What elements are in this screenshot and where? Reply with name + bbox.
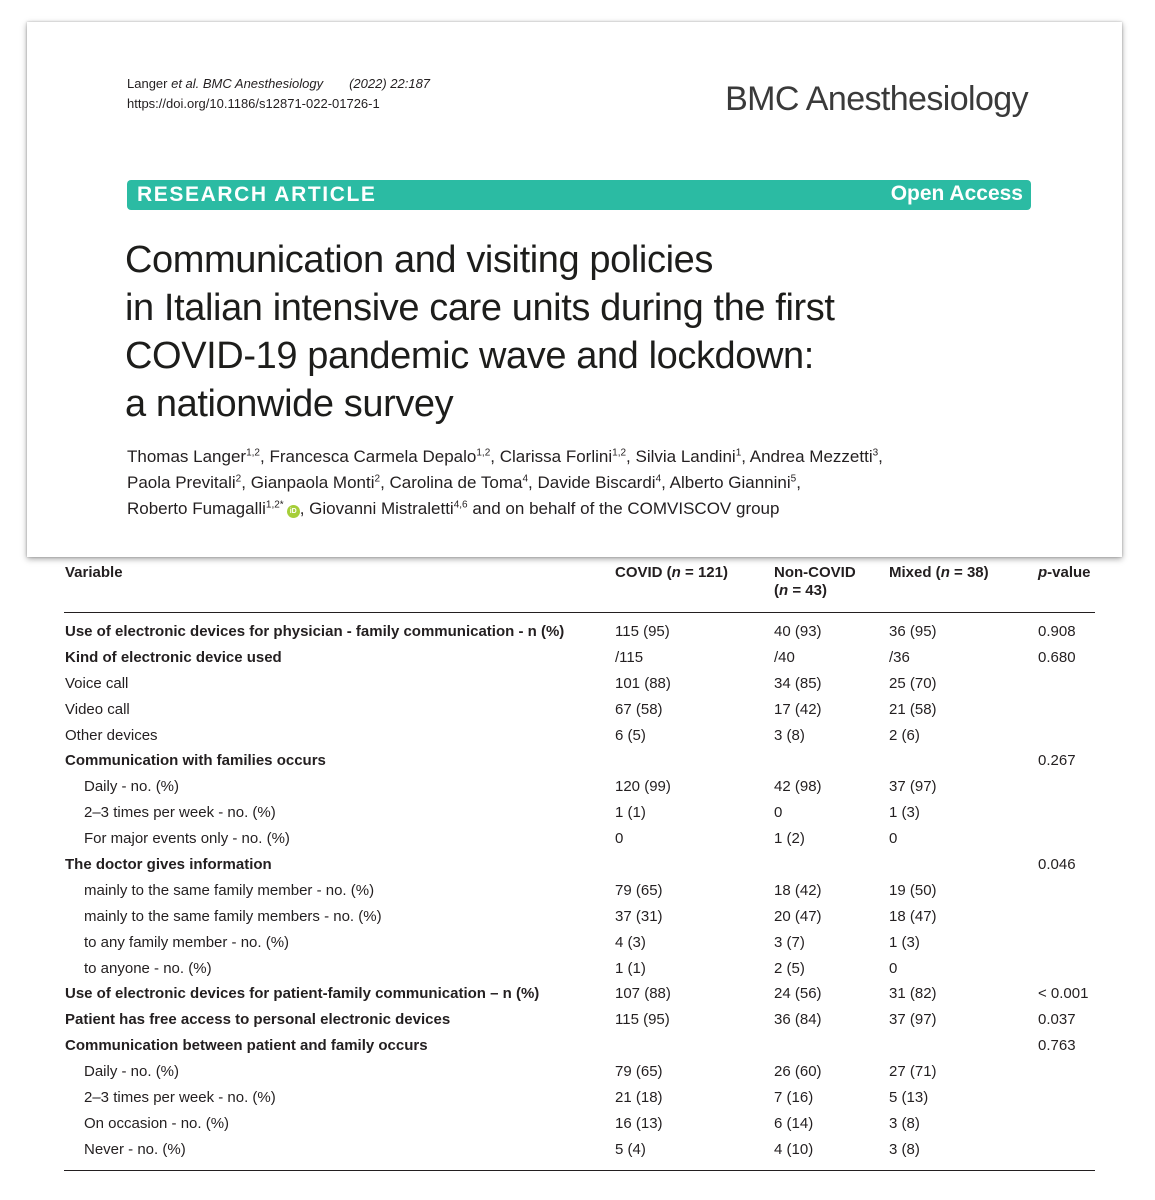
cell-covid: 37 (31) xyxy=(615,907,663,925)
cell-pvalue: 0.680 xyxy=(1038,648,1076,666)
cell-covid: 67 (58) xyxy=(615,700,663,718)
author-separator: , xyxy=(259,447,270,466)
cell-covid: 107 (88) xyxy=(615,985,671,1003)
author-list xyxy=(127,444,1027,522)
cell-mixed: 19 (50) xyxy=(889,881,937,899)
table-row xyxy=(64,644,1095,670)
col-header-noncovid: Non-COVID (n = 43) xyxy=(774,564,856,599)
cell-mixed: 37 (97) xyxy=(889,778,937,796)
title-line: in Italian intensive care units during the first xyxy=(125,287,835,329)
author-name[interactable]: Thomas Langer xyxy=(127,447,247,466)
row-label: The doctor gives information xyxy=(65,856,272,874)
table-row xyxy=(64,929,1095,955)
author-separator: , xyxy=(528,473,538,492)
author-separator: , xyxy=(878,447,883,466)
cell-covid: 21 (18) xyxy=(615,1089,663,1107)
row-label: Daily - no. (%) xyxy=(84,778,180,796)
cell-mixed: 1 (3) xyxy=(889,804,920,822)
cell-noncovid: 4 (10) xyxy=(774,1140,814,1158)
citation-year: (2022) 22:187 xyxy=(349,76,431,91)
author-name[interactable]: Andrea Mezzetti xyxy=(749,447,873,466)
table-row xyxy=(64,773,1095,799)
title-line: COVID-19 pandemic wave and lockdown: xyxy=(125,335,814,377)
row-label: Video call xyxy=(65,700,130,718)
author-name[interactable]: Gianpaola Monti xyxy=(250,473,375,492)
citation xyxy=(127,74,430,114)
table-row xyxy=(64,670,1095,696)
cell-pvalue: 0.908 xyxy=(1038,623,1076,640)
article-header-card xyxy=(27,22,1122,557)
cell-noncovid: 24 (56) xyxy=(774,985,822,1003)
col-header-mixed: Mixed (n = 38) xyxy=(889,564,989,581)
table-row xyxy=(64,1136,1095,1162)
author-affiliation: 1 xyxy=(735,447,742,459)
row-label: Other devices xyxy=(65,726,158,744)
row-label: Kind of electronic device used xyxy=(65,648,282,666)
orcid-icon[interactable]: iD xyxy=(287,505,300,518)
author-name[interactable]: Roberto Fumagalli xyxy=(127,499,266,518)
row-label: Voice call xyxy=(65,674,129,692)
row-label: to anyone - no. (%) xyxy=(84,959,212,977)
journal-name: BMC Anesthesiology xyxy=(725,80,1028,118)
article-title xyxy=(125,236,1025,428)
results-table xyxy=(64,562,1095,1171)
title-line: Communication and visiting policies xyxy=(125,239,713,281)
row-label: Patient has free access to personal electronic devices xyxy=(65,1011,451,1029)
cell-noncovid: 20 (47) xyxy=(774,907,822,925)
cell-noncovid: 18 (42) xyxy=(774,881,822,899)
row-label: Communication with families occurs xyxy=(65,752,326,770)
doi-link[interactable]: https://doi.org/10.1186/s12871-022-01726-1 xyxy=(127,96,380,111)
cell-noncovid: 42 (98) xyxy=(774,778,822,796)
cell-noncovid: 3 (7) xyxy=(774,933,805,951)
cell-noncovid: 40 (93) xyxy=(774,623,822,640)
author-separator: , xyxy=(661,473,670,492)
author-separator: , xyxy=(380,473,390,492)
table-body xyxy=(64,613,1095,1162)
author-affiliation: 1,2 xyxy=(476,447,491,459)
author-name[interactable]: Silvia Landini xyxy=(635,447,736,466)
citation-journal: et al. BMC Anesthesiology xyxy=(171,76,324,91)
author-separator: , xyxy=(796,473,801,492)
row-label: Use of electronic devices for physician - family communication - n (%) xyxy=(65,623,565,640)
cell-covid: 4 (3) xyxy=(615,933,646,951)
article-type-banner xyxy=(127,180,1031,210)
table-row xyxy=(64,825,1095,851)
row-label: 2–3 times per week - no. (%) xyxy=(84,804,276,822)
cell-covid: 79 (65) xyxy=(615,1063,663,1081)
table-row xyxy=(64,747,1095,773)
author-affiliation: 1,2 xyxy=(246,447,260,459)
cell-mixed: 27 (71) xyxy=(889,1063,937,1081)
row-label: On occasion - no. (%) xyxy=(84,1114,230,1132)
cell-covid: 115 (95) xyxy=(615,1011,670,1029)
author-name[interactable]: Carolina de Toma xyxy=(389,473,523,492)
author-name[interactable]: Davide Biscardi xyxy=(537,473,656,492)
table-row xyxy=(64,1084,1095,1110)
table-row xyxy=(64,722,1095,748)
cell-mixed: 3 (8) xyxy=(889,1140,920,1158)
article-type-label: RESEARCH ARTICLE xyxy=(137,183,377,206)
author-name[interactable]: Clarissa Forlini xyxy=(499,447,613,466)
cell-mixed: 3 (8) xyxy=(889,1114,920,1132)
cell-covid: 5 (4) xyxy=(615,1140,646,1158)
row-label: mainly to the same family members - no. (%) xyxy=(84,907,382,925)
author-name[interactable]: Francesca Carmela Depalo xyxy=(269,447,477,466)
cell-mixed: 0 xyxy=(889,959,898,977)
cell-noncovid: 26 (60) xyxy=(774,1063,822,1081)
table-header xyxy=(64,562,1095,613)
table-row xyxy=(64,955,1095,981)
table-row xyxy=(64,1110,1095,1136)
author-separator: and on behalf of the COMVISCOV group xyxy=(467,499,780,518)
author-affiliation: 4 xyxy=(655,473,662,485)
author-name[interactable]: Giovanni Mistraletti xyxy=(309,499,454,518)
table-row xyxy=(64,618,1095,644)
cell-mixed: 36 (95) xyxy=(889,623,937,640)
open-access-label: Open Access xyxy=(890,182,1023,205)
cell-covid: 120 (99) xyxy=(615,778,671,796)
cell-noncovid: 36 (84) xyxy=(774,1011,822,1029)
cell-mixed: 18 (47) xyxy=(889,907,937,925)
author-separator: , xyxy=(241,473,251,492)
cell-covid: 0 xyxy=(615,830,624,848)
title-line: a nationwide survey xyxy=(125,383,454,425)
row-label: mainly to the same family member - no. (%) xyxy=(84,881,375,899)
author-separator: , xyxy=(741,447,750,466)
cell-mixed: 37 (97) xyxy=(889,1011,937,1029)
cell-covid: 1 (1) xyxy=(615,804,646,822)
cell-pvalue: < 0.001 xyxy=(1038,985,1089,1003)
cell-pvalue: 0.763 xyxy=(1038,1037,1076,1055)
table-row xyxy=(64,851,1095,877)
col-header-variable: Variable xyxy=(65,564,123,581)
cell-mixed: /36 xyxy=(889,648,910,666)
cell-covid: 16 (13) xyxy=(615,1114,663,1132)
author-affiliation: 3 xyxy=(872,447,879,459)
col-header-covid: COVID (n = 121) xyxy=(615,564,728,581)
cell-mixed: 1 (3) xyxy=(889,933,920,951)
author-name[interactable]: Paola Previtali xyxy=(127,473,236,492)
row-label: Communication between patient and family occurs xyxy=(65,1037,428,1055)
table-row xyxy=(64,1032,1095,1058)
row-label: 2–3 times per week - no. (%) xyxy=(84,1089,276,1107)
cell-mixed: 2 (6) xyxy=(889,726,920,744)
author-separator: , xyxy=(299,499,310,518)
cell-noncovid: 1 (2) xyxy=(774,830,805,848)
author-affiliation: 4,6 xyxy=(453,499,468,511)
table-bottom-rule xyxy=(64,1170,1095,1171)
cell-noncovid: 34 (85) xyxy=(774,674,822,692)
cell-covid: 101 (88) xyxy=(615,674,671,692)
col-header-pvalue: p-value xyxy=(1038,564,1091,581)
cell-noncovid: 17 (42) xyxy=(774,700,822,718)
row-label: For major events only - no. (%) xyxy=(84,830,290,848)
table-row xyxy=(64,877,1095,903)
cell-pvalue: 0.046 xyxy=(1038,856,1076,874)
row-label: to any family member - no. (%) xyxy=(84,933,290,951)
table-row xyxy=(64,903,1095,929)
cell-covid: 6 (5) xyxy=(615,726,646,744)
cell-mixed: 31 (82) xyxy=(889,985,937,1003)
cell-noncovid: 6 (14) xyxy=(774,1114,814,1132)
cell-mixed: 21 (58) xyxy=(889,700,937,718)
author-separator: , xyxy=(626,447,636,466)
cell-mixed: 5 (13) xyxy=(889,1089,929,1107)
author-affiliation: 4 xyxy=(522,473,529,485)
cell-mixed: 0 xyxy=(889,830,898,848)
citation-authors: Langer xyxy=(127,76,172,91)
cell-mixed: 25 (70) xyxy=(889,674,937,692)
cell-noncovid: /40 xyxy=(774,648,795,666)
author-affiliation: 1,2 xyxy=(612,447,627,459)
cell-noncovid: 2 (5) xyxy=(774,959,805,977)
cell-covid: 115 (95) xyxy=(615,623,670,640)
cell-pvalue: 0.037 xyxy=(1038,1011,1076,1029)
cell-covid: 79 (65) xyxy=(615,881,663,899)
author-name[interactable]: Alberto Giannini xyxy=(669,473,791,492)
table-row xyxy=(64,799,1095,825)
cell-pvalue: 0.267 xyxy=(1038,752,1076,770)
author-separator: , xyxy=(490,447,500,466)
cell-noncovid: 7 (16) xyxy=(774,1089,814,1107)
cell-covid: /115 xyxy=(615,648,644,666)
author-affiliation: 2 xyxy=(235,473,242,485)
row-label: Never - no. (%) xyxy=(84,1140,186,1158)
author-affiliation: 2 xyxy=(374,473,381,485)
cell-noncovid: 3 (8) xyxy=(774,726,805,744)
row-label: Daily - no. (%) xyxy=(84,1063,180,1081)
table-row xyxy=(64,1006,1095,1032)
cell-covid: 1 (1) xyxy=(615,959,646,977)
row-label: Use of electronic devices for patient-family communication – n (%) xyxy=(65,985,540,1003)
cell-noncovid: 0 xyxy=(774,804,783,822)
table-row xyxy=(64,696,1095,722)
table-row xyxy=(64,1058,1095,1084)
table-row xyxy=(64,980,1095,1006)
author-affiliation: 1,2* xyxy=(265,499,284,511)
author-affiliation: 5 xyxy=(790,473,797,485)
